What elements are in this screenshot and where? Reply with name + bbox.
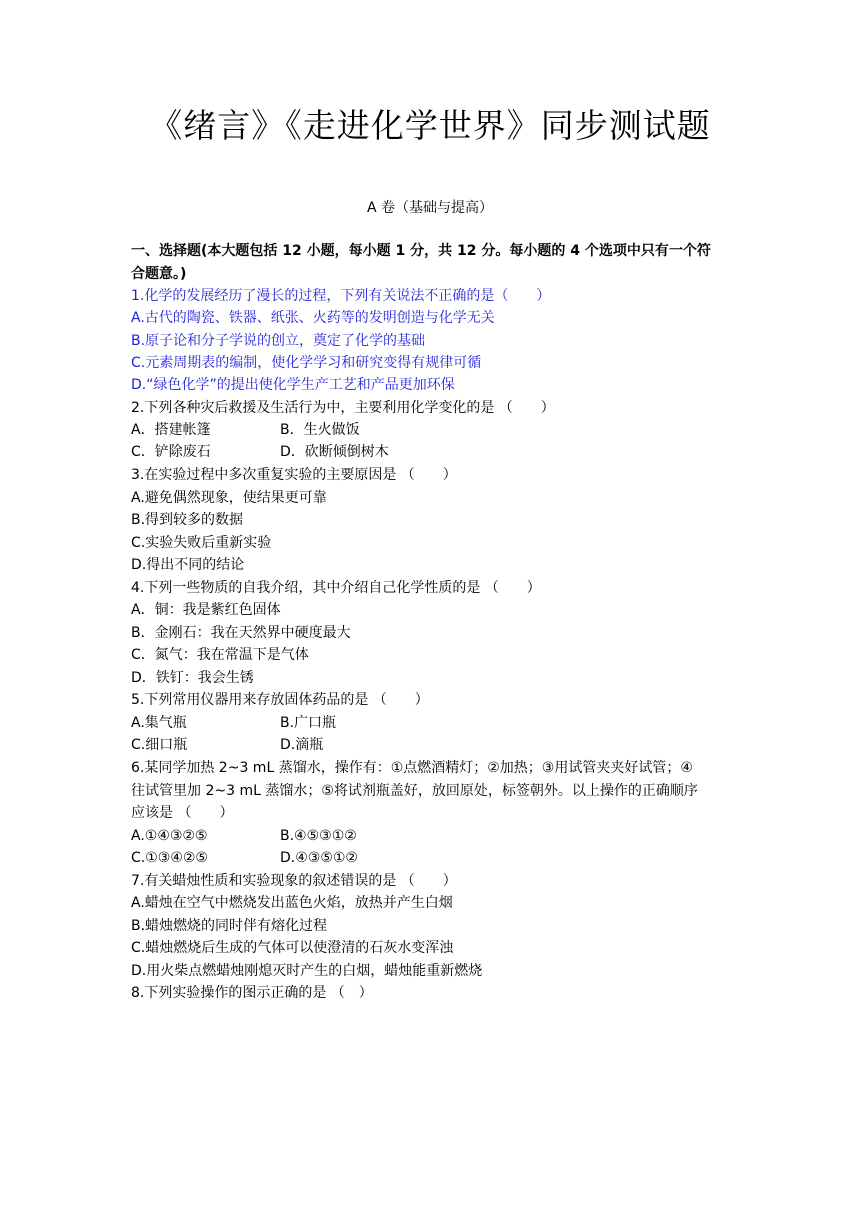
- section-heading-line-1: 一、选择题(本大题包括 12 小题，每小题 1 分，共 12 分。每小题的 4 个选项中只有一个符: [131, 243, 711, 259]
- q3-option-b: B.得到较多的数据: [131, 512, 244, 528]
- q2-option-b: B．生火做饭: [280, 422, 360, 438]
- q1-option-d: D.“绿色化学”的提出使化学生产工艺和产品更加环保: [131, 377, 455, 393]
- q3-option-a: A.避免偶然现象，使结果更可靠: [131, 490, 327, 506]
- q4-option-c: C．氮气：我在常温下是气体: [131, 647, 309, 663]
- q6-stem-line-2: 往试管里加 2~3 mL 蒸馏水；⑤将试剂瓶盖好，放回原处，标签朝外。以上操作的正确顺序: [131, 783, 698, 799]
- q7-option-c: C.蜡烛燃烧后生成的气体可以使澄清的石灰水变浑浊: [131, 940, 454, 956]
- q6-option-a: A.①④③②⑤: [131, 828, 208, 844]
- page-title: 《绪言》《走进化学世界》同步测试题: [149, 106, 711, 145]
- q5-option-d: D.滴瓶: [280, 737, 324, 753]
- q7-option-b: B.蜡烛燃烧的同时伴有熔化过程: [131, 918, 328, 934]
- q1-option-c: C.元素周期表的编制，使化学学习和研究变得有规律可循: [131, 355, 482, 371]
- q6-option-d: D.④③⑤①②: [280, 850, 358, 866]
- q3-option-d: D.得出不同的结论: [131, 557, 245, 573]
- q6-option-b: B.④⑤③①②: [280, 828, 357, 844]
- q2-option-d: D．砍断倾倒树木: [280, 444, 389, 460]
- q7-stem: 7.有关蜡烛性质和实验现象的叙述错误的是 （ ）: [131, 873, 457, 889]
- q7-option-a: A.蜡烛在空气中燃烧发出蓝色火焰，放热并产生白烟: [131, 895, 453, 911]
- q6-stem-line-1: 6.某同学加热 2~3 mL 蒸馏水，操作有：①点燃酒精灯；②加热；③用试管夹夹好试管；④: [131, 760, 693, 776]
- q2-stem: 2.下列各种灾后救援及生活行为中，主要利用化学变化的是 （ ）: [131, 400, 555, 416]
- q5-option-c: C.细口瓶: [131, 737, 188, 753]
- q4-stem: 4.下列一些物质的自我介绍，其中介绍自己化学性质的是 （ ）: [131, 580, 541, 596]
- q6-stem-line-3: 应该是 （ ）: [131, 805, 234, 821]
- q4-option-d: D．铁钉：我会生锈: [131, 670, 254, 686]
- q3-stem: 3.在实验过程中多次重复实验的主要原因是 （ ）: [131, 467, 457, 483]
- q1-stem: 1.化学的发展经历了漫长的过程，下列有关说法不正确的是（ ）: [131, 288, 551, 304]
- q8-stem: 8.下列实验操作的图示正确的是 （ ）: [131, 985, 373, 1001]
- page-subtitle: A 卷（基础与提高）: [366, 200, 494, 216]
- q5-stem: 5.下列常用仪器用来存放固体药品的是 （ ）: [131, 692, 429, 708]
- q2-option-a: A．搭建帐篷: [131, 422, 211, 438]
- section-heading-line-2: 合题意。): [131, 266, 187, 282]
- q3-option-c: C.实验失败后重新实验: [131, 535, 272, 551]
- q6-option-c: C.①③④②⑤: [131, 850, 208, 866]
- q4-option-b: B．金刚石：我在天然界中硬度最大: [131, 625, 351, 641]
- q5-option-a: A.集气瓶: [131, 715, 187, 731]
- q1-option-b: B.原子论和分子学说的创立，奠定了化学的基础: [131, 333, 426, 349]
- q5-option-b: B.广口瓶: [280, 715, 337, 731]
- q4-option-a: A．铜：我是紫红色固体: [131, 602, 281, 618]
- q7-option-d: D.用火柴点燃蜡烛刚熄灭时产生的白烟，蜡烛能重新燃烧: [131, 963, 483, 979]
- q2-option-c: C．铲除废石: [131, 444, 211, 460]
- q1-option-a: A.古代的陶瓷、铁器、纸张、火药等的发明创造与化学无关: [131, 310, 495, 326]
